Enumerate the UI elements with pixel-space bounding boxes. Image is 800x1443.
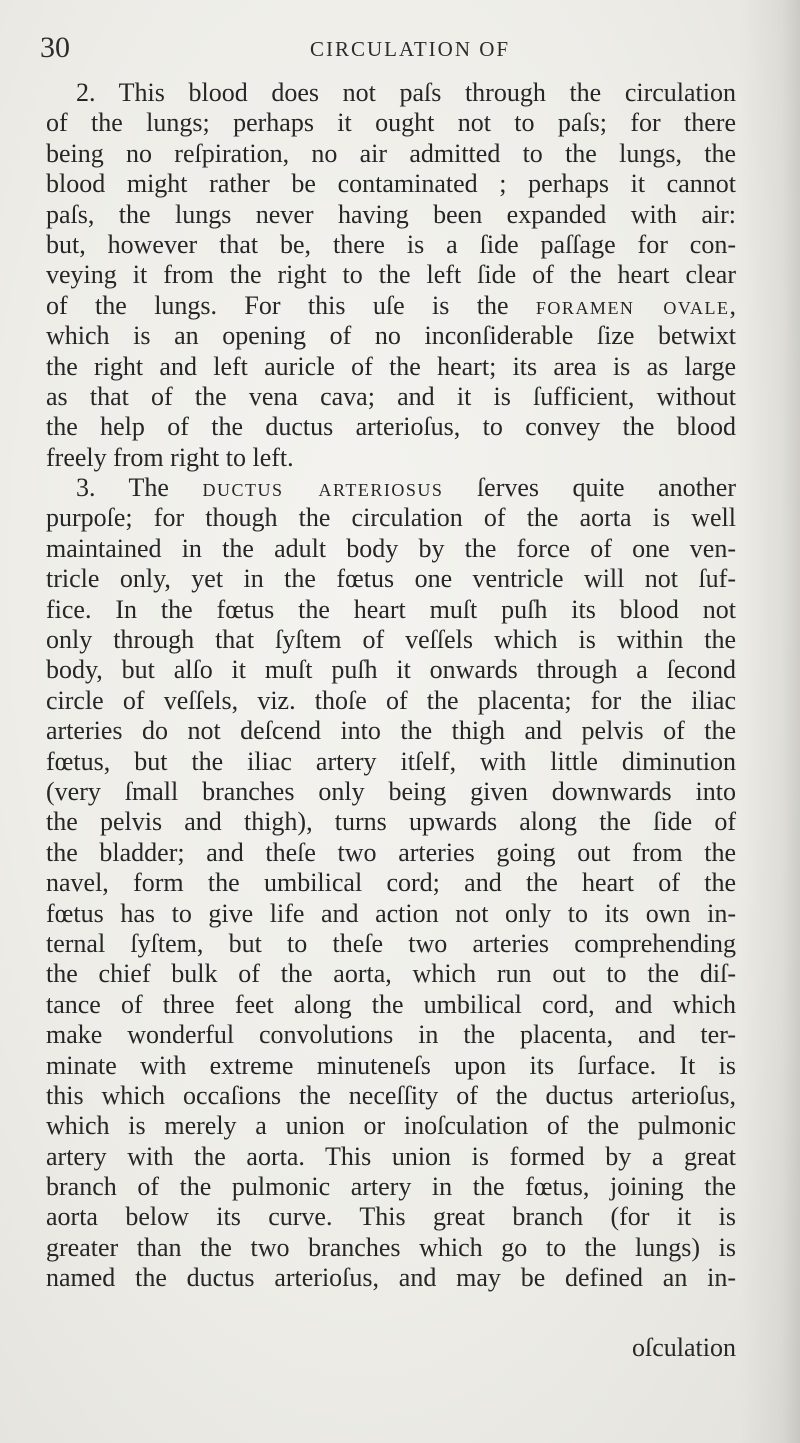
text-line: being no reſpiration, no air admitted to the lungs, the: [46, 138, 736, 168]
text-line: freely from right to left.: [46, 442, 294, 472]
text-line: blood might rather be contaminated ; perhaps it cannot: [46, 169, 736, 199]
text-line: tance of three feet along the umbilical cord, and which: [46, 989, 736, 1019]
text-segment: 3. The: [76, 473, 203, 503]
text-line: the right and left auricle of the heart; its area is as large: [46, 351, 736, 381]
small-caps-term: ductus arteriosus: [202, 473, 444, 503]
text-line: but, however that be, there is a ſide paſſage for con-: [46, 229, 736, 259]
text-line: 2. This blood does not paſs through the circulation: [76, 78, 736, 107]
text-line: fœtus has to give life and action not only to its own in-: [46, 898, 736, 928]
text-line: ternal ſyſtem, but to theſe two arteries comprehending: [46, 928, 736, 958]
text-line: as that of the vena cava; and it is ſufficient, without: [46, 381, 736, 411]
text-line: the help of the ductus arterioſus, to convey the blood: [46, 412, 736, 442]
text-line: of the lungs; perhaps it ought not to paſs; for there: [46, 108, 736, 138]
page-number: 30: [40, 31, 70, 64]
text-segment: ,: [729, 290, 736, 320]
text-line: aorta below its curve. This great branch (for it is: [46, 1202, 736, 1232]
text-segment: of the lungs. For this uſe is the: [46, 290, 536, 320]
text-line: purpoſe; for though the circulation of the aorta is well: [46, 503, 736, 533]
text-line: body, but alſo it muſt puſh it onwards through a ſecond: [46, 655, 736, 685]
text-line: paſs, the lungs never having been expanded with air:: [46, 199, 736, 229]
text-line: minate with extreme minuteneſs upon its ſurface. It is: [46, 1050, 736, 1080]
text-line: [46, 473, 736, 503]
text-line: make wonderful convolutions in the placenta, and ter-: [46, 1020, 736, 1050]
text-line: (very ſmall branches only being given downwards into: [46, 776, 736, 806]
catchword: oſculation: [632, 1333, 736, 1362]
text-line: which is merely a union or inoſculation of the pulmonic: [46, 1111, 736, 1141]
text-line: tricle only, yet in the fœtus one ventricle will not ſuf-: [46, 564, 736, 594]
text-line: fœtus, but the iliac artery itſelf, with little diminution: [46, 746, 736, 776]
text-line: circle of veſſels, viz. thoſe of the placenta; for the iliac: [46, 685, 736, 715]
running-head: CIRCULATION OF: [310, 37, 511, 61]
text-line: which is an opening of no inconſiderable ſize betwixt: [46, 321, 736, 351]
text-line: navel, form the umbilical cord; and the heart of the: [46, 868, 736, 898]
text-line: artery with the aorta. This union is formed by a great: [46, 1141, 736, 1171]
body-text: [46, 78, 736, 1294]
text-line: the chief bulk of the aorta, which run out to the diſ-: [46, 959, 736, 989]
text-line: fice. In the fœtus the heart muſt puſh its blood not: [46, 594, 736, 624]
text-line: this which occaſions the neceſſity of the ductus arterioſus,: [46, 1080, 736, 1110]
text-line: the pelvis and thigh), turns upwards along the ſide of: [46, 807, 736, 837]
text-line: only through that ſyſtem of veſſels which is within the: [46, 625, 736, 655]
text-line: named the ductus arterioſus, and may be defined an in-: [46, 1263, 736, 1293]
text-line: arteries do not deſcend into the thigh and pelvis of the: [46, 716, 736, 746]
small-caps-term: foramen ovale: [535, 290, 730, 320]
text-segment: ſerves quite another: [443, 473, 736, 503]
text-line: [46, 291, 736, 321]
page-header: [40, 30, 740, 66]
page-gutter-shadow: [740, 0, 800, 1443]
text-line: branch of the pulmonic artery in the fœtus, joining the: [46, 1172, 736, 1202]
text-line: greater than the two branches which go to the lungs) is: [46, 1232, 736, 1262]
text-line: veying it from the right to the left ſide of the heart clear: [46, 260, 736, 290]
text-line: the bladder; and theſe two arteries going out from the: [46, 837, 736, 867]
text-line: maintained in the adult body by the force of one ven-: [46, 533, 736, 563]
